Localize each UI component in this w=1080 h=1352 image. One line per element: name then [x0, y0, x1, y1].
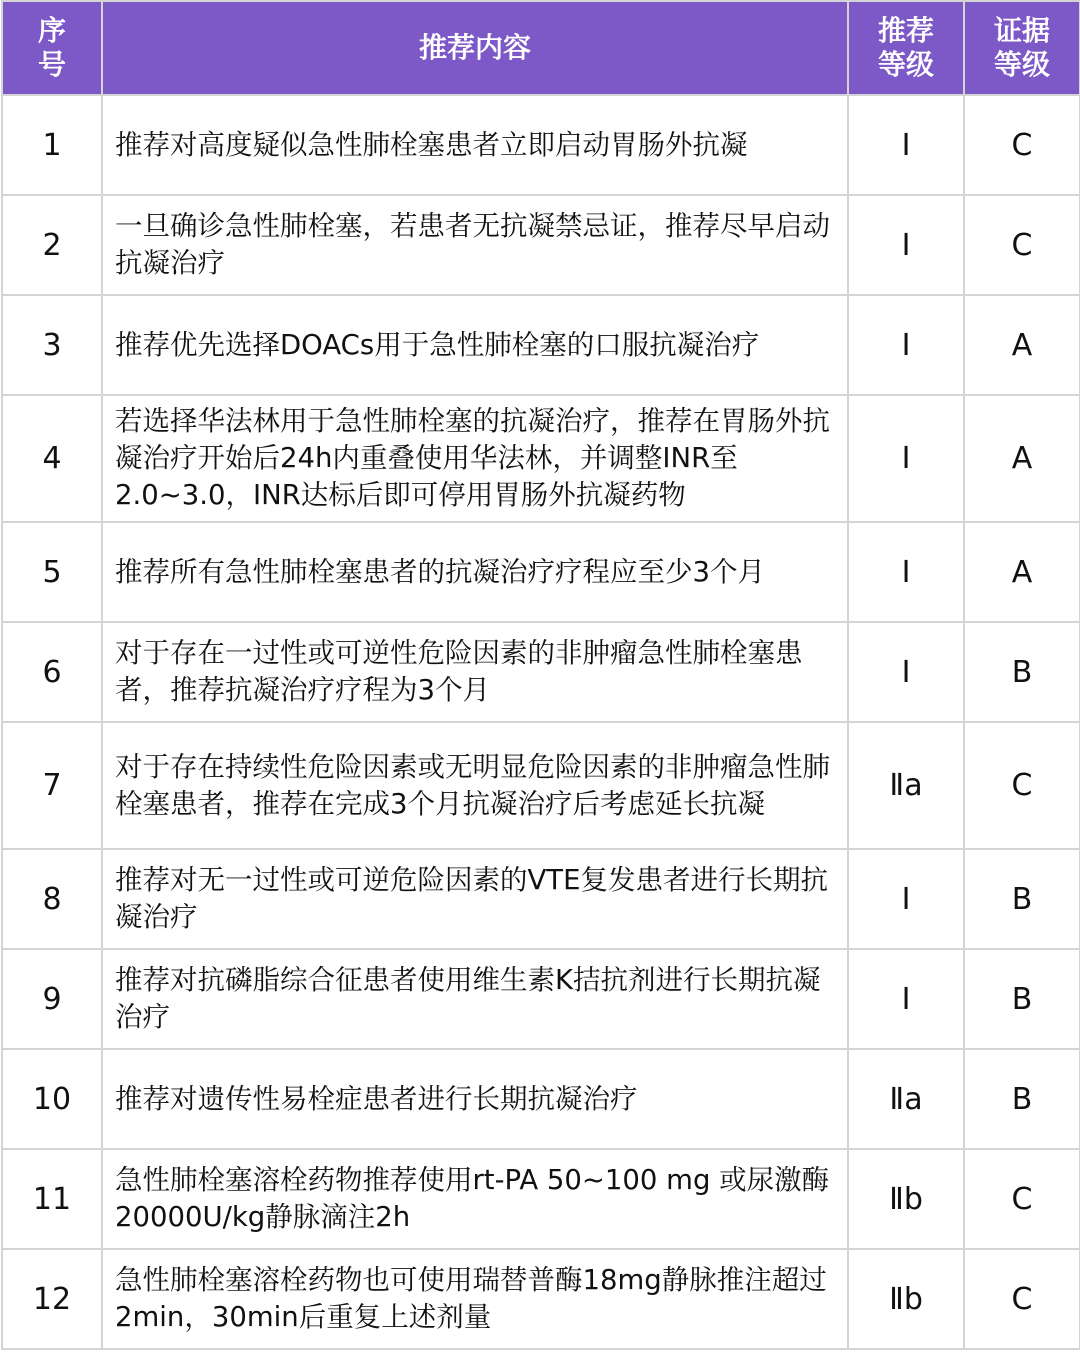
evidence-level: C [964, 1249, 1080, 1349]
row-number: 6 [2, 622, 102, 722]
row-number: 12 [2, 1249, 102, 1349]
recommendation-text: 推荐对遗传性易栓症患者进行长期抗凝治疗 [102, 1049, 848, 1149]
evidence-level: B [964, 949, 1080, 1049]
recommendation-text: 对于存在持续性危险因素或无明显危险因素的非肿瘤急性肺栓塞患者，推荐在完成3个月抗凝治疗后考虑延长抗凝 [102, 722, 848, 849]
row-number: 11 [2, 1149, 102, 1249]
evidence-level: C [964, 195, 1080, 295]
recommendation-grade: Ⅰ [848, 949, 964, 1049]
recommendation-grade: Ⅰ [848, 522, 964, 622]
row-number: 2 [2, 195, 102, 295]
row-number: 3 [2, 295, 102, 395]
recommendation-text: 一旦确诊急性肺栓塞，若患者无抗凝禁忌证，推荐尽早启动抗凝治疗 [102, 195, 848, 295]
recommendation-grade: Ⅰ [848, 622, 964, 722]
table-row [2, 95, 1080, 195]
recommendation-text: 推荐对抗磷脂综合征患者使用维生素K拮抗剂进行长期抗凝治疗 [102, 949, 848, 1049]
evidence-level: B [964, 849, 1080, 949]
recommendation-grade: Ⅱa [848, 722, 964, 849]
evidence-level: A [964, 522, 1080, 622]
header-num: 序 号 [2, 1, 102, 95]
recommendation-table [1, 0, 1080, 1350]
evidence-level: C [964, 95, 1080, 195]
recommendation-text: 急性肺栓塞溶栓药物推荐使用rt-PA 50~100 mg 或尿激酶20000U/kg静脉滴注2h [102, 1149, 848, 1249]
table-row [2, 949, 1080, 1049]
table-row [2, 1049, 1080, 1149]
table-header [2, 1, 1080, 95]
evidence-level: A [964, 295, 1080, 395]
table-row [2, 722, 1080, 849]
row-number: 8 [2, 849, 102, 949]
header-evidence: 证据 等级 [964, 1, 1080, 95]
table-row [2, 1149, 1080, 1249]
row-number: 4 [2, 395, 102, 522]
recommendation-grade: Ⅰ [848, 395, 964, 522]
recommendation-grade: Ⅰ [848, 195, 964, 295]
row-number: 9 [2, 949, 102, 1049]
evidence-level: C [964, 1149, 1080, 1249]
evidence-level: A [964, 395, 1080, 522]
recommendation-text: 推荐优先选择DOACs用于急性肺栓塞的口服抗凝治疗 [102, 295, 848, 395]
table-body [2, 95, 1080, 1349]
recommendation-text: 推荐所有急性肺栓塞患者的抗凝治疗疗程应至少3个月 [102, 522, 848, 622]
table-row [2, 1249, 1080, 1349]
table-row [2, 295, 1080, 395]
recommendation-text: 对于存在一过性或可逆性危险因素的非肿瘤急性肺栓塞患者，推荐抗凝治疗疗程为3个月 [102, 622, 848, 722]
recommendation-text: 若选择华法林用于急性肺栓塞的抗凝治疗，推荐在胃肠外抗凝治疗开始后24h内重叠使用华法林，并调整INR至2.0~3.0，INR达标后即可停用胃肠外抗凝药物 [102, 395, 848, 522]
recommendation-text: 急性肺栓塞溶栓药物也可使用瑞替普酶18mg静脉推注超过2min，30min后重复上述剂量 [102, 1249, 848, 1349]
recommendation-grade: Ⅰ [848, 849, 964, 949]
recommendation-grade: Ⅱa [848, 1049, 964, 1149]
table-row [2, 195, 1080, 295]
row-number: 10 [2, 1049, 102, 1149]
recommendation-grade: Ⅱb [848, 1149, 964, 1249]
table-row [2, 395, 1080, 522]
evidence-level: C [964, 722, 1080, 849]
recommendation-text: 推荐对高度疑似急性肺栓塞患者立即启动胃肠外抗凝 [102, 95, 848, 195]
evidence-level: B [964, 1049, 1080, 1149]
table-row [2, 622, 1080, 722]
row-number: 7 [2, 722, 102, 849]
header-content: 推荐内容 [102, 1, 848, 95]
evidence-level: B [964, 622, 1080, 722]
recommendation-grade: Ⅰ [848, 95, 964, 195]
recommendation-grade: Ⅰ [848, 295, 964, 395]
recommendation-text: 推荐对无一过性或可逆危险因素的VTE复发患者进行长期抗凝治疗 [102, 849, 848, 949]
row-number: 1 [2, 95, 102, 195]
table-row [2, 522, 1080, 622]
header-grade: 推荐 等级 [848, 1, 964, 95]
recommendation-grade: Ⅱb [848, 1249, 964, 1349]
table-row [2, 849, 1080, 949]
row-number: 5 [2, 522, 102, 622]
